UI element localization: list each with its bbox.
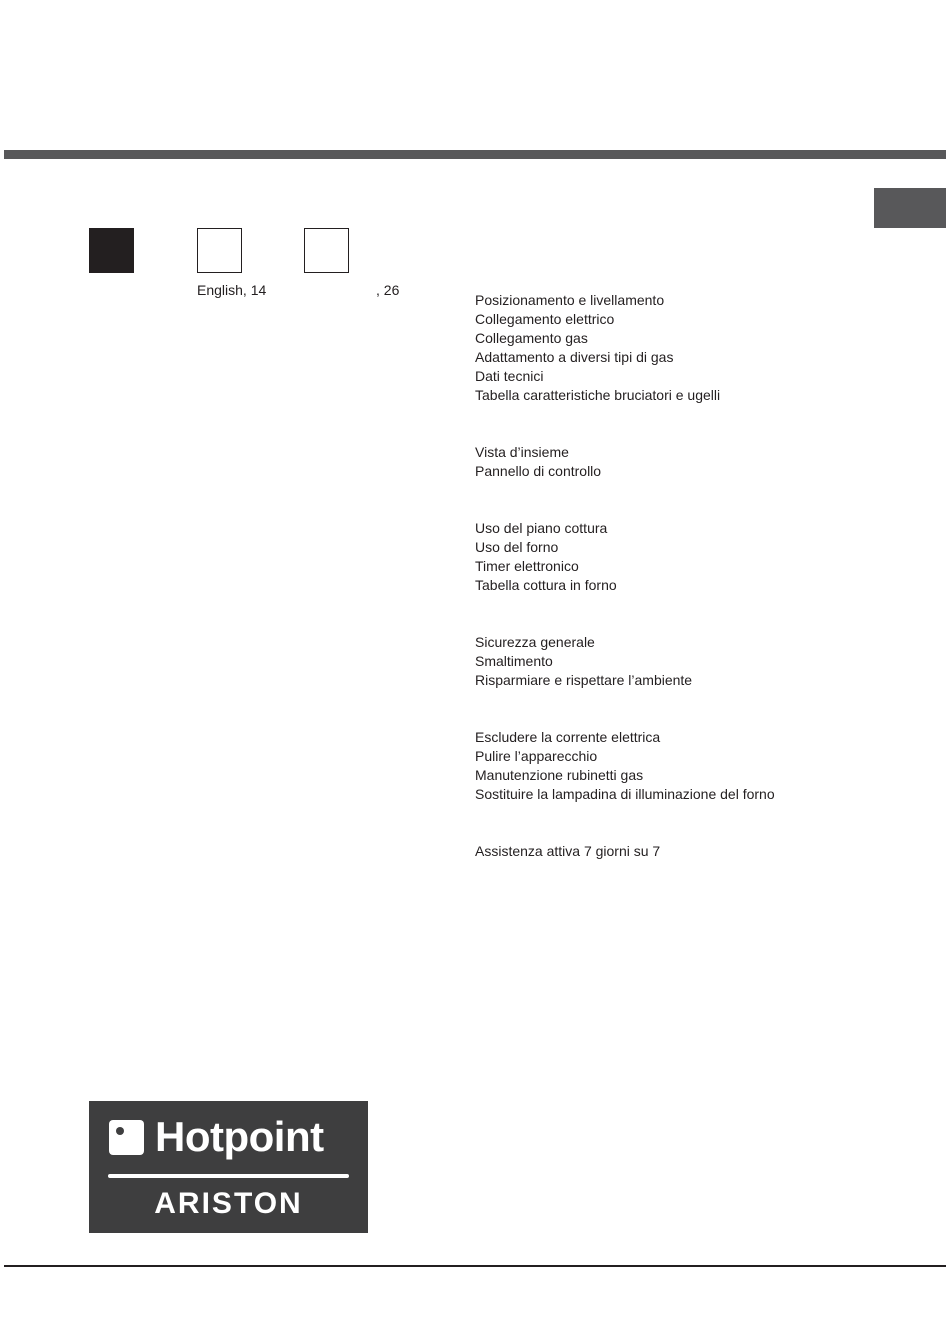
toc-entry: Posizionamento e livellamento [475, 292, 665, 308]
toc-entry: Assistenza attiva 7 giorni su 7 [475, 843, 661, 859]
toc-section [475, 842, 875, 861]
toc-section [475, 291, 875, 405]
brand-mark-icon [109, 1120, 144, 1155]
header-bar [4, 150, 946, 159]
language-checkbox-english [197, 228, 242, 273]
toc-section [475, 443, 875, 481]
language-checkbox-other [304, 228, 349, 273]
toc-entry: Tabella cottura in forno [475, 577, 617, 593]
toc-entry: Uso del forno [475, 539, 559, 555]
logo-sub-text: ARISTON [154, 1187, 303, 1220]
toc-entry: Pulire l’apparecchio [475, 748, 598, 764]
toc-entry: Collegamento elettrico [475, 311, 615, 327]
toc-section [475, 633, 875, 690]
toc-entry: Dati tecnici [475, 368, 544, 384]
toc-entry: Collegamento gas [475, 330, 588, 346]
toc-entry: Sostituire la lampadina di illuminazione del forno [475, 786, 775, 802]
toc-section [475, 519, 875, 595]
toc-entry: Timer elettronico [475, 558, 579, 574]
language-checkbox-italian [89, 228, 134, 273]
toc-entry: Vista d’insieme [475, 444, 569, 460]
toc-entry: Tabella caratteristiche bruciatori e ugelli [475, 387, 721, 403]
toc-entry: Manutenzione rubinetti gas [475, 767, 644, 783]
language-tab-marker [874, 188, 946, 228]
logo-brand-text: Hotpoint [155, 1113, 324, 1160]
table-of-contents [475, 291, 875, 899]
english-page-label: English, 14 [197, 282, 267, 298]
logo-divider [108, 1174, 349, 1178]
toc-entry: Uso del piano cottura [475, 520, 608, 536]
toc-entry: Escludere la corrente elettrica [475, 729, 661, 745]
toc-entry: Risparmiare e rispettare l’ambiente [475, 672, 693, 688]
toc-section [475, 728, 875, 804]
toc-entry: Smaltimento [475, 653, 553, 669]
footer-rule [4, 1265, 946, 1267]
hotpoint-ariston-logo [89, 1101, 368, 1233]
toc-entry: Sicurezza generale [475, 634, 595, 650]
toc-entry: Pannello di controllo [475, 463, 602, 479]
toc-entry: Adattamento a diversi tipi di gas [475, 349, 674, 365]
other-language-page-label: , 26 [376, 282, 400, 298]
